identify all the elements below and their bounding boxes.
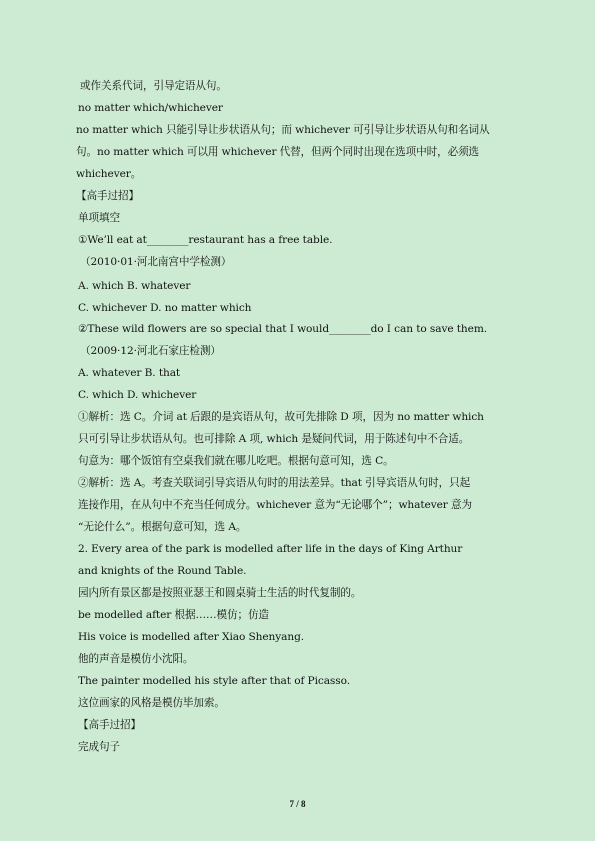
answer-line: 只可引导让步状语从句。也可排除 A 项, which 是疑问代词，用于陈述句中不合适。 bbox=[78, 433, 470, 445]
option-line: A. whatever B. that bbox=[78, 367, 181, 379]
question-source: （2010·01·河北南宫中学检测） bbox=[80, 256, 232, 268]
text-line: 他的声音是模仿小沈阳。 bbox=[78, 653, 194, 665]
option-line: C. which D. whichever bbox=[78, 389, 197, 401]
answer-line: “无论什么”。根据句意可知，选 A。 bbox=[78, 521, 247, 533]
question-source: （2009·12·河北石家庄检测） bbox=[80, 345, 221, 357]
text-line: 句。no matter which 可以用 whichever 代替，但两个同时出现在选项中时，必须选 bbox=[76, 146, 480, 158]
text-line: The painter modelled his style after that of Picasso. bbox=[78, 675, 350, 687]
section-heading: 【高手过招】 bbox=[78, 719, 141, 731]
page-number: 7 / 8 bbox=[289, 799, 306, 809]
text-line: 完成句子 bbox=[78, 741, 120, 753]
text-line: and knights of the Round Table. bbox=[78, 565, 247, 577]
text-line: 2. Every area of the park is modelled after life in the days of King Arthur bbox=[78, 543, 463, 555]
option-line: C. whichever D. no matter which bbox=[78, 302, 252, 314]
text-line: 园内所有景区都是按照亚瑟王和圆桌骑士生活的时代复制的。 bbox=[78, 587, 362, 599]
answer-line: 连接作用，在从句中不充当任何成分。whichever 意为“无论哪个”；whatever 意为 bbox=[78, 499, 472, 511]
answer-line: 句意为：哪个饭馆有空桌我们就在哪儿吃吧。根据句意可知，选 C。 bbox=[78, 455, 394, 467]
section-heading: 【高手过招】 bbox=[76, 190, 139, 202]
text-line: no matter which/whichever bbox=[78, 102, 223, 114]
option-line: A. which B. whatever bbox=[78, 280, 191, 292]
text-line: no matter which 只能引导让步状语从句；而 whichever 可引导让步状语从句和名词从 bbox=[76, 124, 490, 136]
text-line: 或作关系代词，引导定语从句。 bbox=[80, 80, 227, 92]
answer-line: ①解析：选 C。介词 at 后跟的是宾语从句，故可先排除 D 项，因为 no matter which bbox=[78, 411, 484, 423]
text-line: 这位画家的风格是模仿毕加索。 bbox=[78, 697, 225, 709]
question-1: ①We’ll eat at________restaurant has a free table. bbox=[78, 234, 333, 246]
question-2: ②These wild flowers are so special that I would________do I can to save them. bbox=[78, 323, 488, 335]
text-line: His voice is modelled after Xiao Shenyang. bbox=[78, 631, 305, 643]
answer-line: ②解析：选 A。考查关联词引导宾语从句时的用法差异。that 引导宾语从句时，只起 bbox=[78, 477, 471, 489]
text-line: 单项填空 bbox=[78, 212, 120, 224]
text-line: be modelled after 根据……模仿；仿造 bbox=[78, 609, 269, 621]
text-line: whichever。 bbox=[76, 168, 142, 180]
